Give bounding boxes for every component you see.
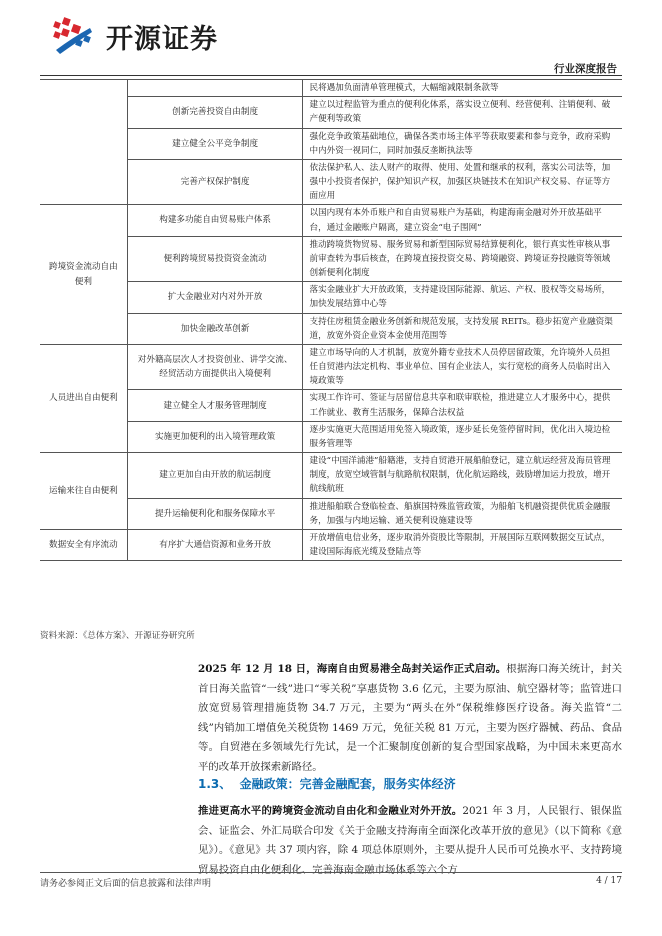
table-source: 资料来源：《总体方案》、开源证券研究所 bbox=[40, 631, 195, 641]
table-row bbox=[40, 529, 622, 560]
table-row bbox=[40, 313, 622, 344]
measure-cell: 扩大金融业对内对外开放 bbox=[127, 282, 303, 313]
measure-cell: 建立更加自由开放的航运制度 bbox=[127, 453, 303, 499]
paragraph-lead: 推进更高水平的跨境资金流动自由化和金融业对外开放。 bbox=[198, 805, 463, 817]
table-row bbox=[40, 453, 622, 499]
table-row bbox=[40, 282, 622, 313]
measure-cell: 完善产权保护制度 bbox=[127, 159, 303, 205]
detail-cell: 落实金融业扩大开放政策，支持建设国际能源、航运、产权、股权等交易场所，加快发展结算中心等 bbox=[303, 282, 622, 313]
paragraph-hainan-customs bbox=[198, 660, 622, 777]
detail-cell: 强化竞争政策基础地位，确保各类市场主体平等获取要素和参与竞争，政府采购中内外资一视同仁，同时加强反垄断执法等 bbox=[303, 128, 622, 159]
page-header bbox=[0, 0, 662, 78]
category-cell: 数据安全有序流动 bbox=[40, 529, 127, 560]
company-logo bbox=[52, 16, 218, 56]
measure-cell: 创新完善投资自由制度 bbox=[127, 97, 303, 128]
paragraph-text: 根据海口海关统计，封关首日海关监管“一线”进口“零关税”享惠货物 3.6 亿元，主要为原油、航空器材等；监管进口放宽贸易管理措施货物 34.7 万元，主要为“两头在外”保税维修医疗设备。海关监管“二线”内销加工增值免关税货物 1469 万元，免征关税 81 万元，主要为医疗器械、药品、食品等。自贸港在多领域先行先试，是一个汇聚制度创新的复合型国家战略，为中国未来更高水平的改革开放探索新路径。 bbox=[198, 663, 622, 773]
section-number: 1.3、 bbox=[198, 777, 232, 791]
table-row bbox=[40, 390, 622, 421]
category-cell bbox=[40, 80, 127, 205]
detail-cell: 建立以过程监管为重点的便利化体系，落实设立便利、经营便利、注销便利、破产便利等政策 bbox=[303, 97, 622, 128]
measure-cell bbox=[127, 80, 303, 97]
measure-cell: 加快金融改革创新 bbox=[127, 313, 303, 344]
category-cell: 跨境资金流动自由便利 bbox=[40, 205, 127, 345]
report-type-label: 行业深度报告 bbox=[554, 63, 617, 75]
measure-cell: 构建多功能自由贸易账户体系 bbox=[127, 205, 303, 236]
section-title: 金融政策：完善金融配套，服务实体经济 bbox=[239, 777, 456, 791]
detail-cell: 建立市场导向的人才机制，放宽外籍专业技术人员停居留政策，允许境外人员担任自贸港内法定机构、事业单位、国有企业法人，实行宽松的商务人员临时出入境政策等 bbox=[303, 344, 622, 390]
table-row bbox=[40, 128, 622, 159]
measure-cell: 对外籍高层次人才投资创业、讲学交流、经贸活动方面提供出入境便利 bbox=[127, 344, 303, 390]
logo-mark-icon bbox=[52, 16, 96, 56]
table-row bbox=[40, 159, 622, 205]
detail-cell: 开放增值电信业务，逐步取消外资股比等限制，开展国际互联网数据交互试点，建设国际海底光缆及登陆点等 bbox=[303, 529, 622, 560]
table-row bbox=[40, 344, 622, 390]
detail-cell: 支持住房租赁金融业务创新和规范发展，支持发展 REITs。稳步拓宽产业融资渠道，放宽外资企业资本金使用范围等 bbox=[303, 313, 622, 344]
paragraph-financial-opening bbox=[198, 802, 622, 880]
table-row bbox=[40, 97, 622, 128]
detail-cell: 实现工作许可、签证与居留信息共享和联审联检，推进建立人才服务中心，提供工作就业、教育生活服务，保障合法权益 bbox=[303, 390, 622, 421]
section-heading bbox=[198, 775, 456, 792]
policy-table bbox=[40, 79, 622, 561]
page-number: 4 / 17 bbox=[596, 876, 622, 886]
table-row bbox=[40, 205, 622, 236]
header-divider bbox=[40, 75, 622, 76]
company-name: 开源证券 bbox=[106, 23, 218, 55]
paragraph-text: 2021 年 3 月，人民银行、银保监会、证监会、外汇局联合印发《关于金融支持海南全面深化改革开放的意见》（以下简称《意见》）。《意见》共 37 项内容，除 4 项总体原则外，主要从提升人民币可兑换水平、支持跨境贸易投资自由化便利化、完善海南金融市场体系等六个方 bbox=[198, 805, 623, 876]
table-row bbox=[40, 80, 622, 97]
measure-cell: 便利跨境贸易投资资金流动 bbox=[127, 236, 303, 282]
detail-cell: 建设“中国洋浦港”船籍港，支持自贸港开展船舶登记，建立航运经营及海员管理制度，放宽空域管制与航路航权限制，优化航运路线，鼓励增加运力投放，增开航线航班 bbox=[303, 453, 622, 499]
category-cell: 人员进出自由便利 bbox=[40, 344, 127, 452]
table-row bbox=[40, 421, 622, 452]
detail-cell: 逐步实施更大范围适用免签入境政策，逐步延长免签停留时间，优化出入境边检服务管理等 bbox=[303, 421, 622, 452]
measure-cell: 实施更加便利的出入境管理政策 bbox=[127, 421, 303, 452]
measure-cell: 提升运输便利化和服务保障水平 bbox=[127, 498, 303, 529]
table-row bbox=[40, 236, 622, 282]
paragraph-lead: 2025 年 12 月 18 日，海南自由贸易港全岛封关运作正式启动。 bbox=[198, 663, 507, 675]
detail-cell: 推动跨境货物贸易、服务贸易和新型国际贸易结算便利化，银行真实性审核从事前审查转为事后核查，在跨境直接投资交易、跨境融资、跨境证券投融资等领域创新便利化制度 bbox=[303, 236, 622, 282]
detail-cell: 以国内现有本外币账户和自由贸易账户为基础，构建海南金融对外开放基础平台，通过金融账户隔离，建立资金“电子围网” bbox=[303, 205, 622, 236]
detail-cell: 民将遇加负面清单管理模式，大幅缩减限制条款等 bbox=[303, 80, 622, 97]
footer-disclaimer: 请务必参阅正文后面的信息披露和法律声明 bbox=[40, 879, 212, 889]
detail-cell: 依法保护私人、法人财产的取得、使用、处置和继承的权利，落实公司法等，加强中小投资者保护，保护知识产权，加强区块链技术在知识产权交易、存证等方面应用 bbox=[303, 159, 622, 205]
category-cell: 运输来往自由便利 bbox=[40, 453, 127, 530]
measure-cell: 建立健全人才服务管理制度 bbox=[127, 390, 303, 421]
table-row bbox=[40, 498, 622, 529]
measure-cell: 建立健全公平竞争制度 bbox=[127, 128, 303, 159]
detail-cell: 推进船舶联合登临检查、船旗国特殊监管政策，为船舶飞机融资提供优质金融服务，加强与内地运输、通关便利设施建设等 bbox=[303, 498, 622, 529]
measure-cell: 有序扩大通信资源和业务开放 bbox=[127, 529, 303, 560]
footer-divider bbox=[40, 872, 622, 873]
